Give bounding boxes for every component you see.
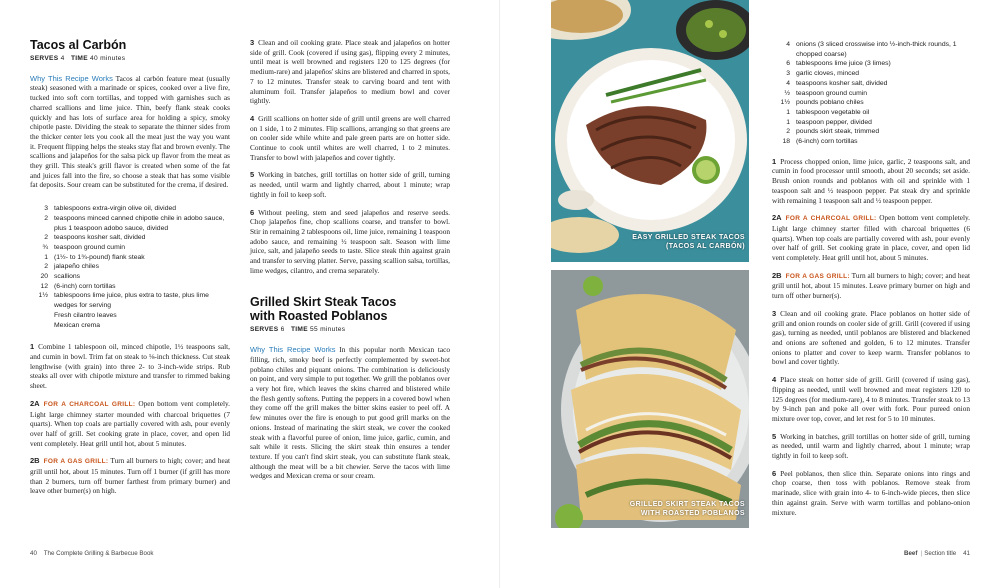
ingredient-qty: 1 [786,108,790,116]
ingredient-qty [30,311,54,321]
charcoal-grill-tag: FOR A CHARCOAL GRILL: [785,215,877,223]
title-line-2: with Roasted Poblanos [250,309,388,324]
time-label: TIME [70,55,88,62]
ingredient-text: tablespoons extra-virgin olive oil, divided [54,205,177,213]
ingredient-text: garlic cloves, minced [796,70,860,78]
step-2b [772,271,970,301]
ingredient-list [30,204,230,330]
page-number: 40 [30,550,37,557]
ingredient-text: Fresh cilantro leaves [54,311,117,319]
ingredient-row [772,89,970,99]
step-2a [772,213,970,263]
ingredient-text: teaspoon ground cumin [796,89,868,97]
serves-label: SERVES [250,326,279,334]
ingredient-text: teaspoons minced canned chipotle chile in adobo sauce, plus 1 teaspoon adobo sauce, divided [54,214,225,232]
ingredient-qty: ¾ [42,243,48,251]
ingredient-text: teaspoon pepper, divided [796,118,872,126]
step-number: 6 [772,468,777,478]
ingredient-text: teaspoon ground cumin [54,243,126,251]
ingredient-row [30,282,230,292]
ingredient-row [30,272,230,282]
ingredient-qty: 3 [786,70,790,78]
step-text: Turn all burners to high; cover; and heat grill until hot, about 15 minutes. Turn off 1 burner (if grill has more than 2 burners, turn off burner farthest from primary burner) and leave other burner(s) on high. [30,456,230,496]
ingredient-qty: 3 [44,205,48,213]
step-3 [250,38,450,106]
step-number: 1 [772,156,777,166]
step-text: Open bottom vent completely. Light large chimney starter filled with charcoal briquettes (6 quarts). When top coals are partially covered with ash, pour evenly over half of grill. Set cooking grate in place, cover, and open lid vent completely. Heat grill until hot, about 5 minutes. [772,213,970,263]
right-page [500,0,1000,588]
step-number: 6 [250,207,255,217]
time-label: TIME [290,326,308,334]
step-text: Clean and oil cooking grate. Place poblanos on hotter side of grill and onion rounds on cooler side of grill. Grill (covered if using gas), turning as needed, until poblanos are blistered and blackened and onions are softened and golden, 6 to 12 minutes. Transfer onions to platter and cover to keep warm. Transfer poblanos to bowl and cover tightly. [772,308,970,367]
ingredient-qty: 1 [44,253,48,261]
ingredient-qty: 2 [44,214,48,222]
right-column [772,40,970,525]
step-number: 5 [250,170,255,180]
ingredient-row [30,243,230,253]
ingredient-row [30,262,230,272]
book-title: The Complete Grilling & Barbecue Book [43,550,154,557]
ingredient-qty: ½ [784,89,790,97]
step-number: 1 [30,342,35,352]
ingredient-row [30,233,230,243]
ingredient-row [772,69,970,79]
ingredient-text: Mexican crema [54,321,101,329]
gas-grill-tag: FOR A GAS GRILL: [785,272,850,280]
ingredient-qty: 6 [786,60,790,68]
ingredient-text: (1½- to 1¾-pound) flank steak [54,253,145,261]
step-2b [30,456,230,496]
ingredient-text: teaspoons kosher salt, divided [796,79,888,87]
ingredient-row [772,127,970,137]
step-text: Process chopped onion, lime juice, garlic, 2 teaspoons salt, and cumin in food processor until smooth, about 20 seconds; set aside. Brush onion rounds and poblanos with oil and sprinkle with 1 teaspoon salt and ½ teaspoon pepper. Pat steak dry and sprinkle with remaining 1 teaspoon salt and ½ teaspoon pepper. [772,156,970,205]
ingredient-qty [30,321,54,331]
step-number: 2A [772,213,782,223]
why-label: Why This Recipe Works [250,345,336,355]
time-value: 55 minutes [310,326,346,334]
ingredient-row [30,214,230,233]
ingredient-text: (6-inch) corn tortillas [54,282,116,290]
why-text: In this popular north Mexican taco filling, rich, smoky beef is perfectly complemented by sweet-hot poblano chiles and piquant onions. The combination is deliciously on point, and very simple to put together. We grill the poblanos over a very hot fire, which leaves the skins charred and blistered while the flesh gently softens. Putting the peppers in a covered bowl when they come off the grill makes the bitter skins easier to peel off. A few minutes over the fire is enough to put good grill marks on the onions. Instead of marinating the skirt steak, we cover the cooked steak with a flavorful puree of onion, lime juice, garlic, cumin, and salt while it rests. Slicing the skirt steak thin ensures a tender texture. If you can't find skirt steak, you can substitute flank steak, although the meat will be a bit chewier. Serve the tacos with lime wedges and Mexican crema or sour cream. [250,345,450,481]
left-column-1 [30,38,230,504]
step-number: 3 [772,308,777,318]
ingredient-qty: 4 [786,41,790,48]
caption-line-2: (TACOS AL CARBÓN) [666,243,745,250]
step-text: Place steak on hotter side of grill. Grill (covered if using gas), flipping as needed, until well browned and meat registers 120 to 125 degrees (for medium-rare), 4 to 8 minutes. Transfer steak to 13 by 9-inch pan and poke all over with fork. Pour pureed onion mixture over top, cover, and let rest for 5 to 10 minutes. [772,375,970,423]
title-line-1: Grilled Skirt Steak Tacos [250,295,397,310]
step-4 [772,375,970,424]
serves-value: 6 [280,326,285,334]
step-5 [772,432,970,461]
recipe-title-skirt-steak [250,295,450,323]
tacos-al-carbon-image [551,0,749,262]
page-number: 41 [963,550,970,557]
section-name: Beef [904,550,918,557]
ingredient-row [772,118,970,128]
why-paragraph [250,345,450,481]
ingredient-row [30,291,230,310]
caption-line-2: WITH ROASTED POBLANOS [640,510,745,517]
photo2-caption [630,500,745,518]
ingredient-qty: 12 [40,282,48,290]
ingredient-row [772,137,970,147]
ingredient-qty: 20 [40,273,48,281]
step-1 [30,342,230,391]
ingredient-qty: 1½ [38,292,48,300]
step-text: Working in batches, grill tortillas on hotter side of grill, turning as needed, until warm and lightly charred, about 1 minute; wrap tightly in foil to keep soft. [250,170,450,199]
step-text: Without peeling, stem and seed jalapeños and reserve seeds. Chop jalapeños fine, chop scallions coarse, and transfer to bowl. Stir in remaining 2 tablespoons oil, lime juice, remaining 1 teaspoon adobo sauce, and remaining ½ teaspoon salt. Season with lime juice, salt, and jalapeño seeds to taste. Slice steak thin against grain and transfer to serving platter. Serve, passing scallion salsa, tortillas, lime wedges, cilantro, and crema separately. [250,207,450,275]
ingredient-row [30,253,230,263]
ingredient-text: pounds poblano chiles [796,99,864,107]
time-value: 40 minutes [90,55,126,62]
footer-separator: | [920,550,923,557]
ingredient-row [30,321,230,331]
ingredient-qty: 4 [786,79,790,87]
ingredient-qty: 2 [786,128,790,136]
step-number: 2A [30,398,40,408]
step-number: 2B [772,270,782,280]
step-number: 4 [772,375,777,385]
recipe-title-tacos-al-carbon: Tacos al Carbón [30,38,127,52]
step-number: 4 [250,113,255,123]
step-number: 2B [30,456,40,466]
step-text: Peel poblanos, then slice thin. Separate onions into rings and chop coarse, then toss with poblanos. Remove steak from marinade, slice with grain into 4- to 6-inch-wide pieces, then slice thin against grain. Serve with warm tortillas and poblano-onion mixture. [772,468,970,517]
ingredient-qty: 2 [44,263,48,271]
step-text: Clean and oil cooking grate. Place steak and jalapeños on hotter side of grill. Cook (covered if using gas), flipping every 2 minutes, until meat is well browned and registers 120 to 125 degrees (for medium-rare) and jalapeños' skins are blistered and charred in spots, 7 to 12 minutes. Transfer steak to carving board and tent with aluminum foil. Transfer jalapeños to medium bowl and cover tightly. [250,38,450,106]
skirt-steak-tacos-image [551,270,749,528]
step-text: Combine 1 tablespoon oil, minced chipotle, 1½ teaspoons salt, and cumin in bowl. Trim fat on steak to ⅛-inch thickness. Cut steak lengthwise (with grain) into three 2- to 3-inch-wide strips. Rub steaks all over with chipotle mixture and transfer to rimmed baking sheet. [30,342,230,391]
why-text: Tacos al carbón feature meat (usually steak) seasoned with a marinade or spices, cooked over a live fire, tucked into soft corn tortillas, and topped with garnishes such as charred scallions and lime juice. Thin, beefy flank steak cooks quickly and has lots of surface area for holding a spicy, smoky chipotle paste. Dividing the steak to separate the thinner sides from the thicker center lets you cook all the meat just the way you want it. Frequent flipping helps the steaks stay flat and brown evenly. The scallions and jalapeños for the salsa pick up flavor from the meat as they grill. This steak's grill flavor is created when some of the fat and juices fall into the fire, so choose a steak that has some visible fat deposits. Sour cream can be substituted for the crema, if desired. [30,73,231,190]
ingredient-text: teaspoons kosher salt, divided [54,234,146,242]
serves-time-line [30,54,230,64]
ingredient-row [30,311,230,321]
caption-line-1: GRILLED SKIRT STEAK TACOS [629,501,745,508]
step-text: Open bottom vent completely. Light large chimney starter mounded with charcoal briquettes (7 quarts). When top coals are partially covered with ash, pour evenly over half of grill. Set cooking grate in place, cover, and open lid vent completely. Heat grill until hot, about 5 minutes. [30,398,230,448]
serves-label: SERVES [30,55,59,62]
photo-tacos-al-carbon [551,0,749,262]
step-6 [250,208,450,276]
step-2a [30,399,230,449]
step-3 [772,309,970,367]
step-text: Turn all burners to high; cover; and heat grill until hot, about 15 minutes. Leave primary burner on high and turn off other burner(s). [772,270,970,301]
step-number: 3 [250,38,255,47]
step-4 [250,114,450,163]
serves-value: 4 [60,55,65,62]
ingredient-qty: 1 [786,118,790,126]
ingredient-qty: 1½ [780,99,790,107]
why-label: Why This Recipe Works [30,73,113,83]
step-1 [772,157,970,206]
ingredient-text: tablespoons lime juice (3 limes) [796,60,891,68]
ingredient-qty: 2 [44,234,48,242]
ingredient-row [772,79,970,89]
photo1-caption [632,233,745,251]
step-text: Grill scallions on hotter side of grill until greens are well charred on 1 side, 1 to 2 minutes. Flip scallions, arranging so that greens are on cooler side while white and pale green parts are on hotter side. Continue to cook until whites are well charred, 1 to 2 minutes. Transfer to bowl with jalapeños and cover tightly. [250,113,450,162]
ingredient-text: tablespoon vegetable oil [796,108,870,116]
ingredient-list [772,40,970,147]
caption-line-1: EASY GRILLED STEAK TACOS [632,234,745,241]
ingredient-text: (6-inch) corn tortillas [796,138,858,146]
footer-right [904,550,970,557]
why-paragraph [30,74,230,190]
ingredient-text: pounds skirt steak, trimmed [796,128,880,136]
step-text: Working in batches, grill tortillas on hotter side of grill, turning as needed, until warm and lightly charred, about 1 minute; wrap tightly in foil to keep soft. [772,431,970,461]
ingredient-row [772,98,970,108]
ingredient-qty: 18 [782,138,790,146]
photo-skirt-steak-tacos [551,270,749,528]
serves-time-line [250,325,450,335]
footer-left [30,550,154,557]
ingredient-row [772,40,970,59]
step-number: 5 [772,431,777,441]
ingredient-text: tablespoons lime juice, plus extra to taste, plus lime wedges for serving [54,292,209,310]
ingredient-row [772,108,970,118]
charcoal-grill-tag: FOR A CHARCOAL GRILL: [43,400,136,408]
step-6 [772,469,970,518]
gas-grill-tag: FOR A GAS GRILL: [43,458,109,466]
step-5 [250,170,450,199]
section-title: Section title [924,550,957,557]
ingredient-row [772,59,970,69]
left-column-2 [250,38,450,489]
ingredient-row [30,204,230,214]
ingredient-text: onions (3 sliced crosswise into ½-inch-thick rounds, 1 chopped coarse) [796,41,957,58]
ingredient-text: scallions [54,273,81,281]
ingredient-text: jalapeño chiles [54,263,99,271]
